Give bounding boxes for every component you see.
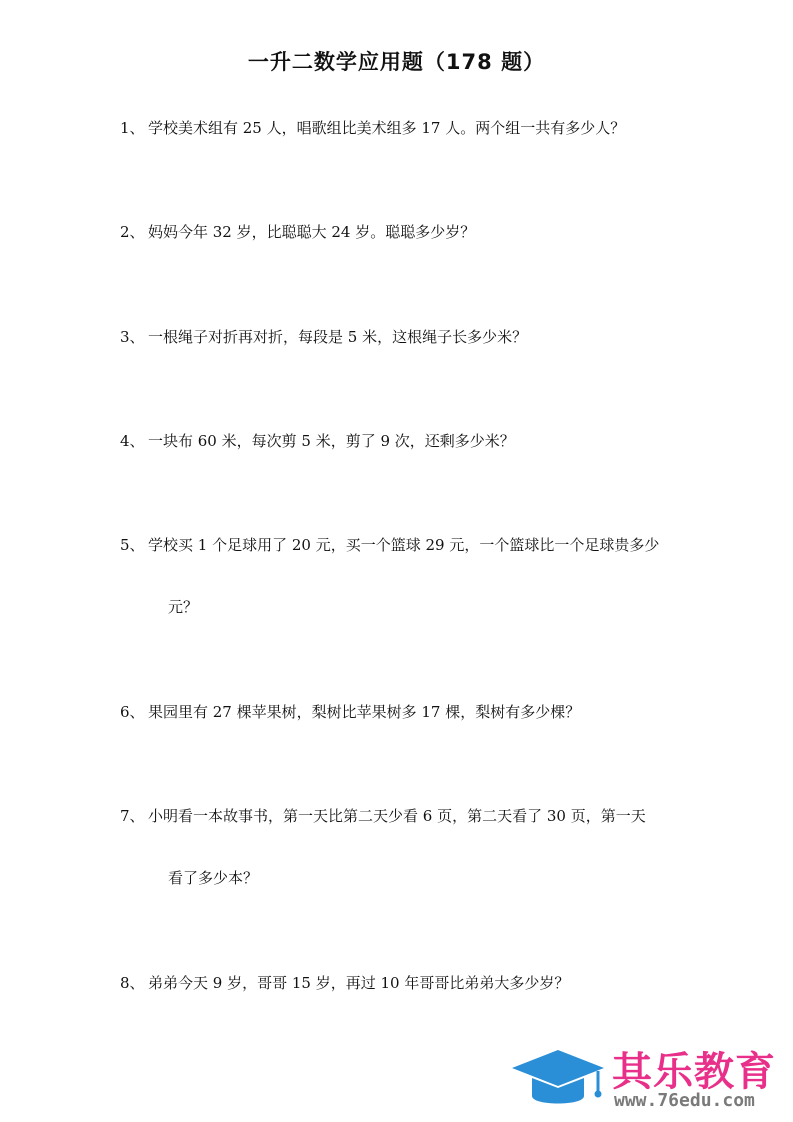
question-number: 7、 <box>120 807 145 825</box>
question-6 <box>120 700 690 724</box>
question-number: 6、 <box>120 703 145 721</box>
question-4 <box>120 429 690 453</box>
question-8 <box>120 971 690 995</box>
question-text-continued: 看了多少本？ <box>168 869 259 887</box>
question-number: 3、 <box>120 328 145 346</box>
question-2 <box>120 220 690 244</box>
question-text: 妈妈今年 32 岁，比聪聪大 24 岁。聪聪多少岁？ <box>148 223 476 241</box>
graduation-cap-icon <box>510 1046 606 1116</box>
question-number: 2、 <box>120 223 145 241</box>
page-title: 一升二数学应用题（178 题） <box>247 50 546 74</box>
question-number: 5、 <box>120 536 145 554</box>
watermark-logo <box>510 1040 790 1118</box>
question-text: 果园里有 27 棵苹果树，梨树比苹果树多 17 棵，梨树有多少棵？ <box>148 703 581 721</box>
question-number: 4、 <box>120 432 145 450</box>
question-text: 学校美术组有 25 人，唱歌组比美术组多 17 人。两个组一共有多少人？ <box>148 119 626 137</box>
question-text-continued: 元？ <box>168 598 199 616</box>
question-text: 学校买 1 个足球用了 20 元，买一个篮球 29 元，一个篮球比一个足球贵多少 <box>148 536 660 554</box>
question-text: 一块布 60 米，每次剪 5 米，剪了 9 次，还剩多少米？ <box>148 432 515 450</box>
question-7 <box>120 804 690 887</box>
question-text: 弟弟今天 9 岁，哥哥 15 岁，再过 10 年哥哥比弟弟大多少岁？ <box>148 974 570 992</box>
question-text: 一根绳子对折再对折，每段是 5 米，这根绳子长多少米？ <box>148 328 528 346</box>
watermark-url: www.76edu.com <box>614 1090 755 1111</box>
question-1 <box>120 116 690 140</box>
question-text: 小明看一本故事书，第一天比第二天少看 6 页，第二天看了 30 页，第一天 <box>148 807 646 825</box>
question-3 <box>120 325 690 349</box>
question-5 <box>120 533 690 616</box>
question-number: 8、 <box>120 974 145 992</box>
watermark-brand-name: 其乐教育 <box>612 1049 776 1095</box>
question-number: 1、 <box>120 119 145 137</box>
